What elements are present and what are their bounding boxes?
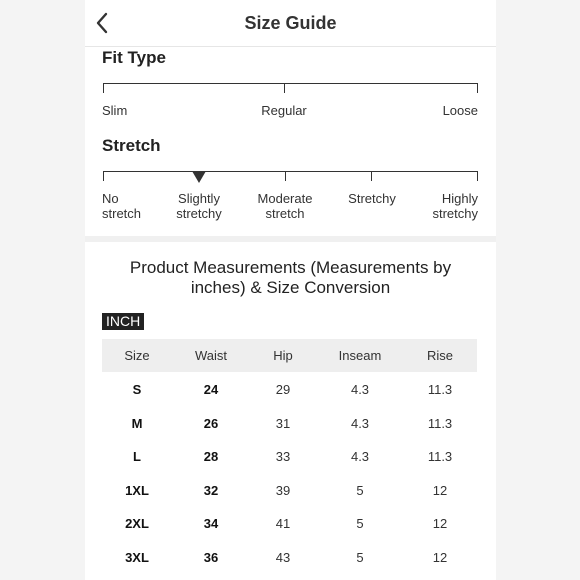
stretch-option-highly-stretchy: Highly stretchy: [432, 191, 478, 221]
table-cell-rise: 12: [432, 516, 448, 532]
stretch-selected-marker-icon: [192, 171, 206, 183]
table-cell-inseam: 4.3: [350, 415, 370, 431]
stretch-tick: [103, 171, 104, 181]
table-cell-rise: 12: [432, 550, 448, 565]
column-header-rise: Rise: [426, 348, 454, 363]
fit-option-loose: Loose: [442, 103, 478, 118]
size-guide-screen: [85, 0, 496, 580]
table-cell-waist: 28: [203, 449, 219, 465]
fit-tick: [477, 83, 478, 93]
table-cell-rise: 12: [432, 482, 448, 498]
page-title: Size Guide: [244, 13, 337, 33]
stretch-option-no-stretch: No stretch: [102, 191, 142, 221]
measurements-title: Product Measurements (Measurements by inches) & Size Conversion: [129, 258, 452, 297]
table-cell-inseam: 5: [356, 482, 364, 498]
table-cell-size: 3XL: [125, 550, 149, 565]
stretch-tick: [285, 171, 286, 181]
table-cell-rise: 11.3: [427, 415, 453, 431]
stretch-scale: [103, 171, 478, 172]
stretch-option-moderate-stretch: Moderate stretch: [257, 191, 313, 221]
fit-tick: [284, 83, 285, 93]
column-header-size: Size: [124, 348, 150, 363]
fit-type-scale: [103, 83, 478, 84]
column-header-hip: Hip: [273, 348, 293, 363]
measurements-card: [85, 242, 496, 580]
table-cell-waist: 32: [203, 482, 219, 498]
fit-stretch-card: [85, 47, 496, 236]
unit-badge: INCH: [102, 313, 144, 330]
table-cell-hip: 39: [275, 482, 291, 498]
fit-option-regular: Regular: [261, 103, 307, 118]
table-cell-hip: 29: [275, 382, 291, 397]
fit-option-slim: Slim: [102, 103, 128, 118]
table-cell-inseam: 4.3: [350, 382, 370, 397]
header-bar: [85, 0, 496, 47]
table-cell-hip: 43: [275, 550, 291, 565]
table-cell-size: 1XL: [125, 482, 149, 498]
table-cell-hip: 33: [275, 449, 291, 465]
stretch-tick: [371, 171, 372, 181]
column-header-inseam: Inseam: [338, 348, 382, 363]
table-cell-inseam: 5: [356, 516, 364, 532]
column-header-waist: Waist: [194, 348, 228, 363]
table-cell-rise: 11.3: [427, 382, 453, 397]
table-cell-rise: 11.3: [427, 449, 453, 465]
table-cell-size: 2XL: [125, 516, 149, 532]
stretch-title: Stretch: [102, 136, 161, 155]
table-cell-waist: 26: [203, 415, 219, 431]
fit-tick: [103, 83, 104, 93]
stretch-tick: [477, 171, 478, 181]
table-cell-waist: 34: [203, 516, 219, 532]
table-cell-size: M: [131, 415, 143, 431]
table-cell-hip: 31: [275, 415, 291, 431]
table-cell-inseam: 4.3: [350, 449, 370, 465]
stretch-option-slightly-stretchy: Slightly stretchy: [176, 191, 222, 221]
stretch-option-stretchy: Stretchy: [348, 191, 396, 206]
table-cell-waist: 24: [203, 382, 219, 397]
table-cell-inseam: 5: [356, 550, 364, 565]
fit-type-title: Fit Type: [102, 48, 166, 67]
table-cell-hip: 41: [275, 516, 291, 532]
table-cell-waist: 36: [203, 550, 219, 565]
table-cell-size: L: [133, 449, 141, 465]
table-cell-size: S: [132, 382, 142, 397]
